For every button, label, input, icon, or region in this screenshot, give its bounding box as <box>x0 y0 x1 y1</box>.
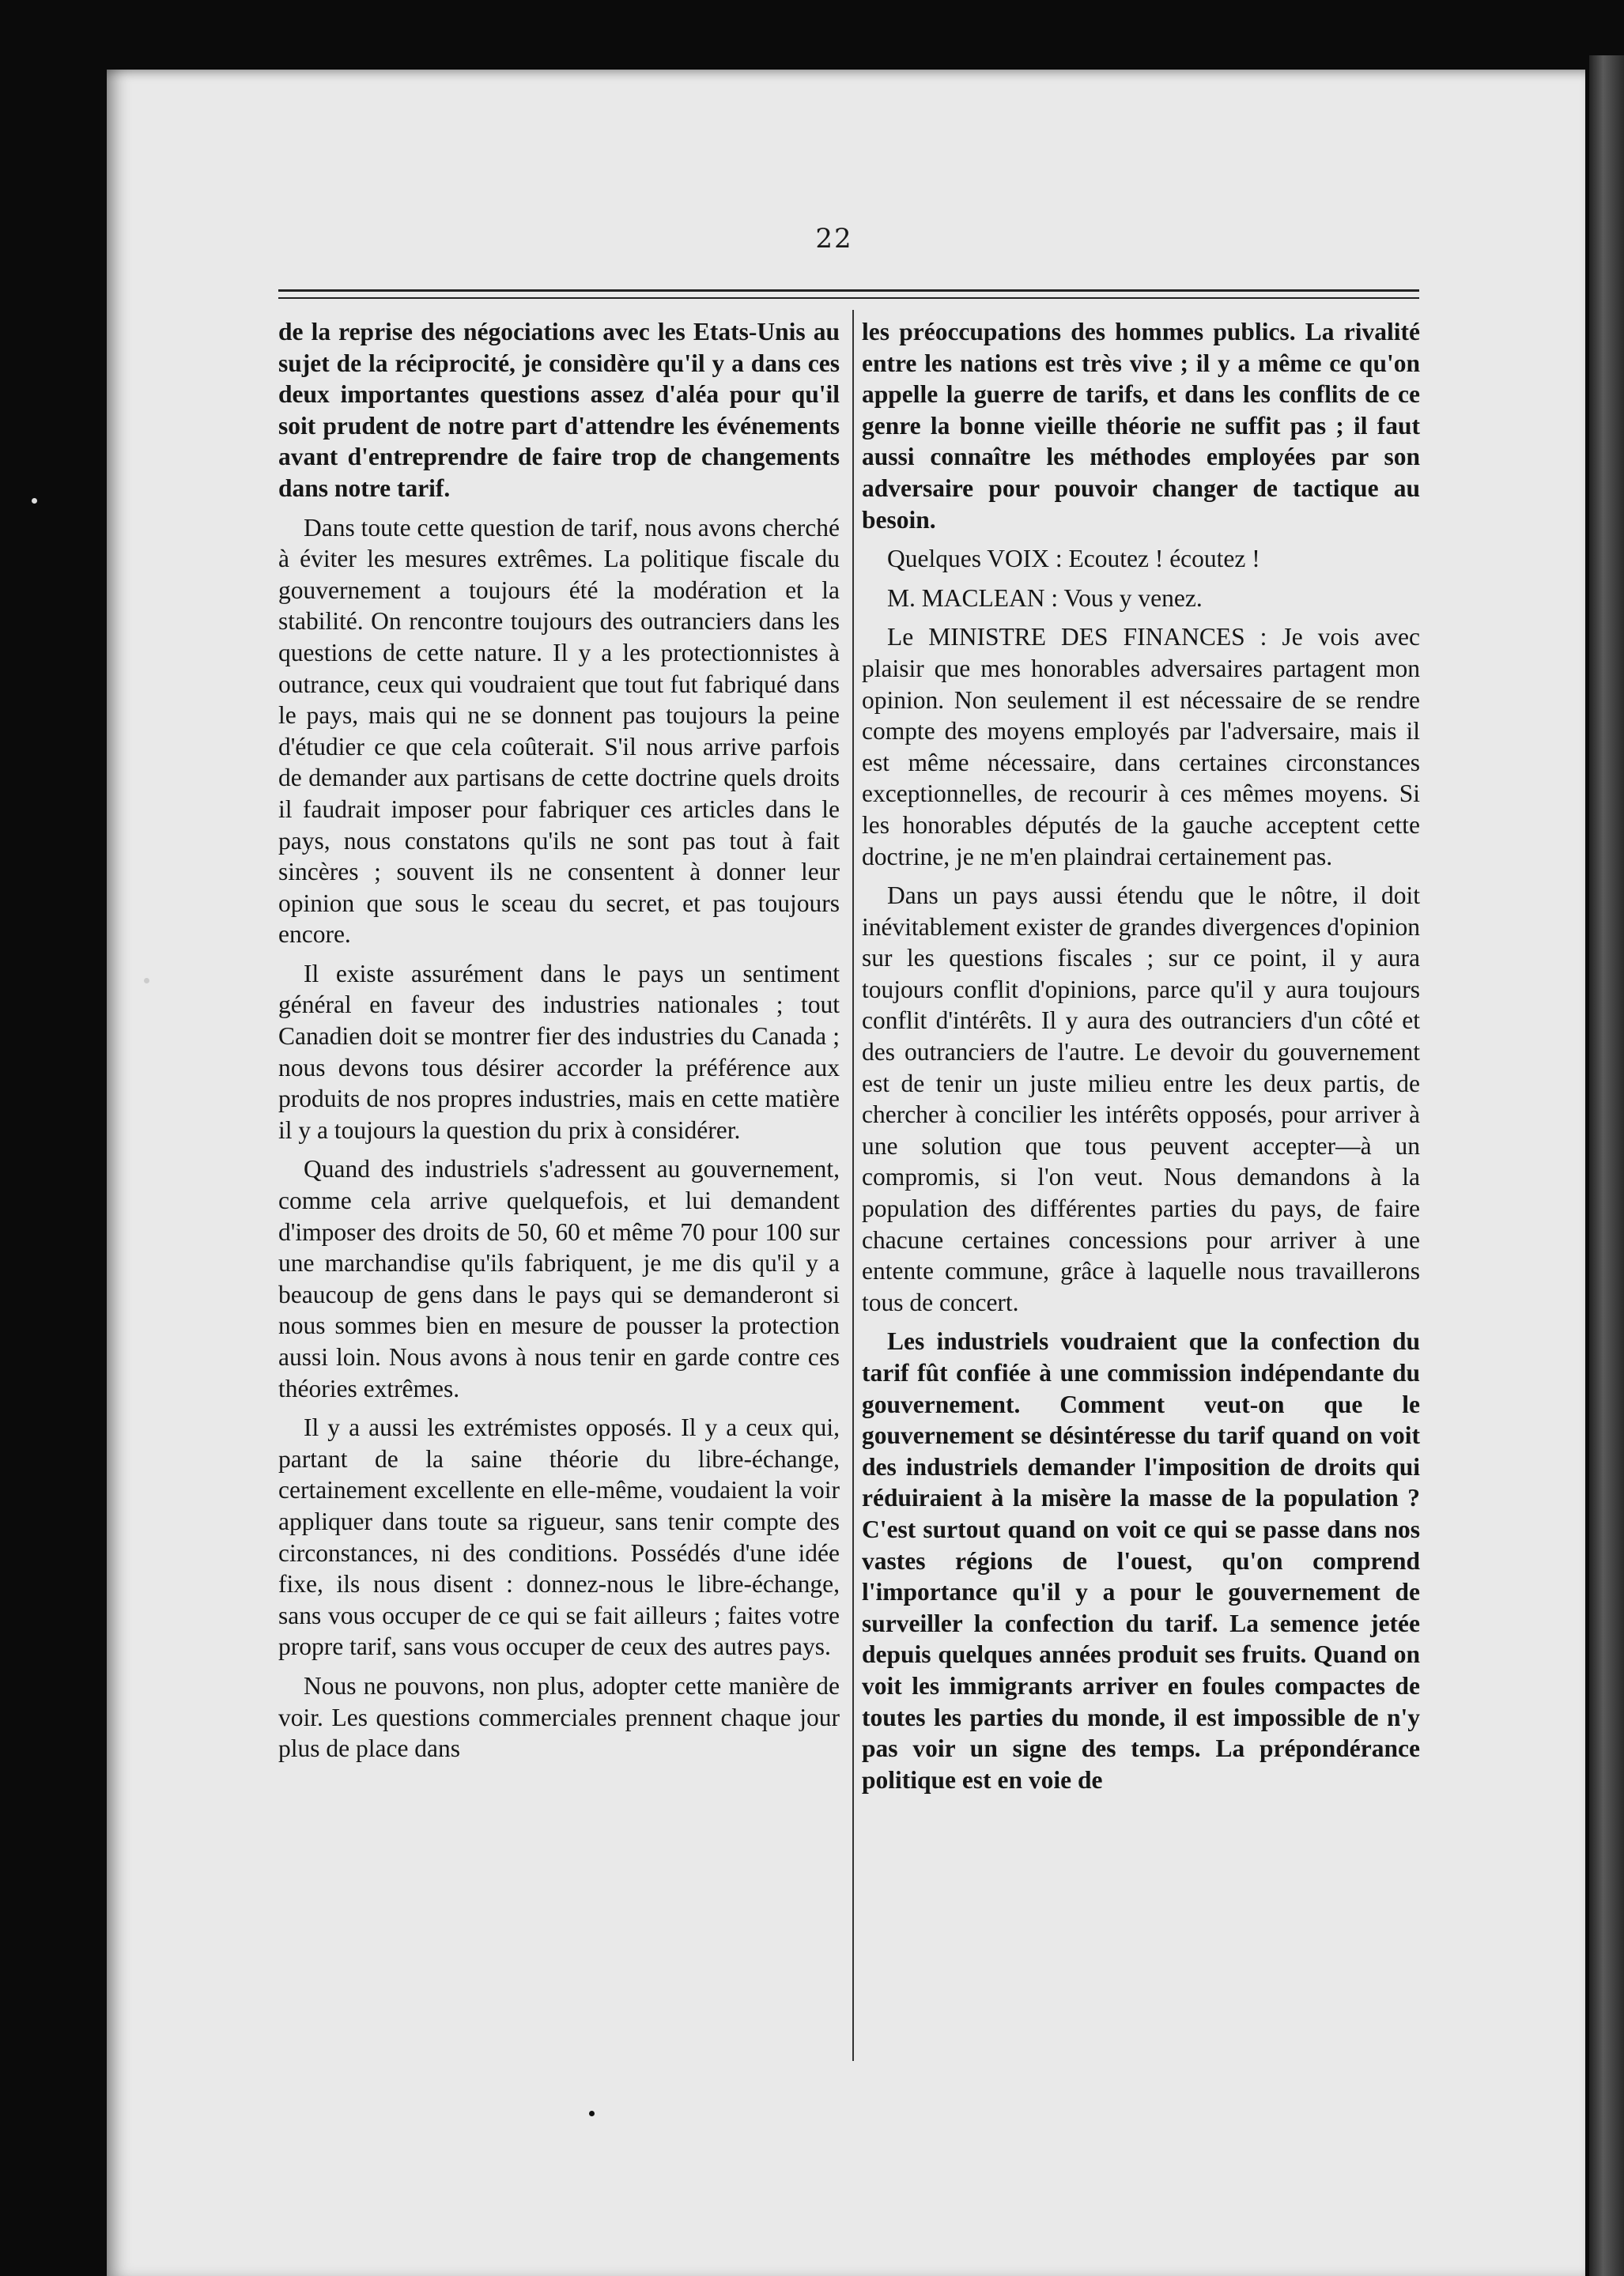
left-paragraph: Il existe assurément dans le pays un sentiment général en faveur des industries nationales ; tout Canadien doit se montrer fier des industries du Canada ; nous devons tous désirer accorder la préférence aux produits de nos propres industries, mais en cette matière il y a toujours la question du prix à considérer. <box>278 959 840 1144</box>
right-paragraph: Dans un pays aussi étendu que le nôtre, il doit inévitablement exister de grandes divergences d'opinion sur les questions fiscales ; sur ce point, il y aura toujours conflit d'opinions, parce qu'il y aura toujours conflit d'intérêts. Il y aura des outranciers d'un côté et des outranciers de l'autre. Le devoir du gouvernement est de tenir un juste milieu entre les deux partis, de chercher à concilier les intérêts opposés, pour arriver à une solution que tous peuvent accepter—à un compromis, si l'on veut. Nous demandons à la population des différentes parties du pays, de faire chacune certaines concessions pour arriver à une entente commune, grâce à laquelle nous travaillerons tous de concert. <box>862 881 1420 1316</box>
minister-speaker-label: Le MINISTRE DES FINANCES : <box>887 623 1267 651</box>
left-column <box>278 316 840 2063</box>
scan-right-edge <box>1589 55 1624 2276</box>
right-paragraph-continuation: les préoccupations des hommes publics. La rivalité entre les nations est très vive ; il y a même ce qu'on appelle la guerre de tarifs, et dans les conflits de ce genre la bonne vieille théorie ne suffit pas ; il faut aussi connaître les méthodes employées par son adversaire pour pouvoir changer de tactique au besoin. <box>862 318 1420 534</box>
interjection-voices: Quelques VOIX : Ecoutez ! écoutez ! <box>887 545 1260 573</box>
right-paragraph: Les industriels voudraient que la confection du tarif fût confiée à une commission indépendante du gouvernement. Comment veut-on que le gouvernement se désintéresse du tarif quand on voit des industriels demander l'imposition de droits qui réduiraient à la misère la masse de la population ? C'est surtout quand on voit ce qui se passe dans nos vastes régions de l'ouest, qu'on comprend l'importance qu'il y a pour le gouvernement de surveiller la confection du tarif. La semence jetée depuis quelques années produit ses fruits. Quand on voit les immigrants arriver en foules compactes de toutes les parties du monde, il est impossible de n'y pas voir un signe des temps. La prépondérance politique est en voie de <box>862 1327 1420 1794</box>
minister-speech: Je vois avec plaisir que mes honorables adversaires partagent mon opinion. Non seulement il est nécessaire de se rendre compte des moyens employés par l'adversaire, mais il est même nécessaire, dans certaines circonstances exceptionnelles, de recourir à ces mêmes moyens. Si les honorables députés de la gauche acceptent cette doctrine, je ne m'en plaindrai certainement pas. <box>862 623 1420 870</box>
left-paragraph: Il y a aussi les extrémistes opposés. Il y a ceux qui, partant de la saine théorie du libre-échange, certainement excellente en elle-même, voudaient la voir appliquer dans toute sa rigueur, sans tenir compte des circonstances, ni des conditions. Possédés d'une idée fixe, ils nous disent : donnez-nous le libre-échange, sans vous occuper de ce qui se fait ailleurs ; faites votre propre tarif, sans vous occuper de ceux des autres pays. <box>278 1414 840 1661</box>
scan-speck <box>144 978 149 983</box>
header-rule-top <box>278 289 1419 292</box>
column-divider <box>852 310 854 2061</box>
left-paragraph: Dans toute cette question de tarif, nous avons cherché à éviter les mesures extrêmes. La politique fiscale du gouvernement a toujours été la modération et la stabilité. On rencontre toujours des outranciers dans les questions de cette nature. Il y a les protectionnistes à outrance, ceux qui voudraient que tout fut fabriqué dans le pays, mais qui ne se donnent pas toujours la peine d'étudier ce que cela coûterait. S'il nous arrive parfois de demander aux partisans de cette doctrine quels droits il faudrait imposer pour fabriquer ces articles dans le pays, nous constatons qu'ils ne sont pas tout à fait sincères ; souvent ils ne consentent à donner leur opinion que sous le sceau du secret, et pas toujours encore. <box>278 513 840 949</box>
header-rule-bottom <box>278 297 1419 299</box>
page-number: 22 <box>815 223 853 255</box>
ink-speck <box>589 2111 595 2116</box>
right-column <box>862 316 1420 2063</box>
minister-paragraph <box>862 621 1420 872</box>
left-paragraph: Nous ne pouvons, non plus, adopter cette manière de voir. Les questions commerciales prennent chaque jour plus de place dans <box>278 1671 840 1763</box>
interjection-maclean: M. MACLEAN : Vous y venez. <box>887 583 1203 612</box>
left-paragraph: Quand des industriels s'adressent au gouvernement, comme cela arrive quelquefois, et lui demandent d'imposer des droits de 50, 60 et même 70 pour 100 sur une marchandise qu'ils fabriquent, je me dis qu'il y a beaucoup de gens dans le pays qui se demanderont si nous sommes bien en mesure de pousser la protection aussi loin. Nous avons à nous tenir en garde contre ces théories extrêmes. <box>278 1155 840 1402</box>
left-paragraph: de la reprise des négociations avec les Etats-Unis au sujet de la réciprocité, je considère qu'il y a dans ces deux importantes questions assez d'aléa pour qu'il soit prudent de notre part d'attendre les événements avant d'entreprendre de faire trop de changements dans notre tarif. <box>278 318 840 502</box>
scan-speck <box>32 498 37 504</box>
